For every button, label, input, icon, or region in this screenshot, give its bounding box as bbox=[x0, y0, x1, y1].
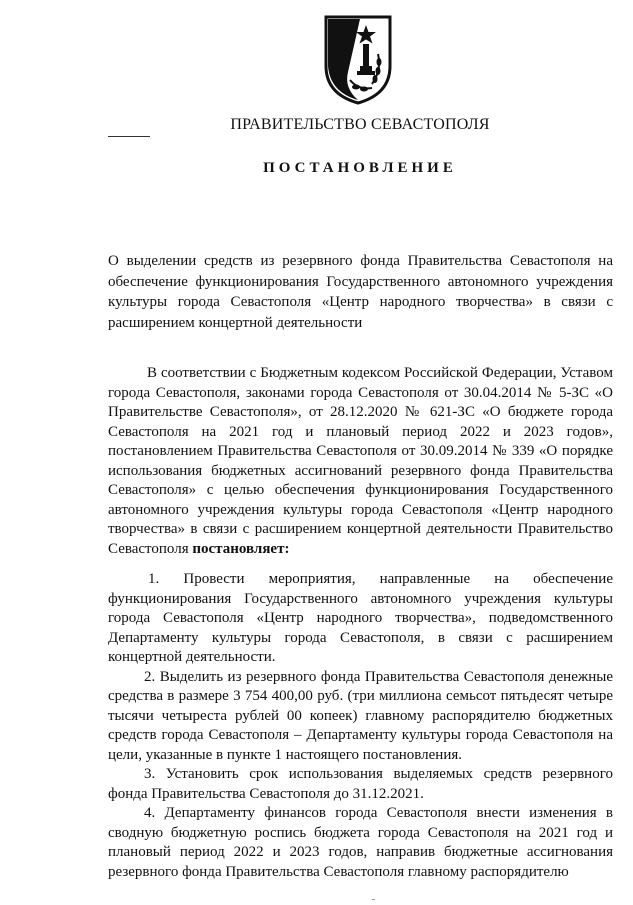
preamble-text: В соответствии с Бюджетным кодексом Российской Федерации, Уставом города Севастополя, законами города Севастополя от 30.04.2014 № 5-ЗС «О Правительстве Севастополя», от 28.12.2020 № 621-ЗС «О бюджете города Севастополя на 2021 год и плановый период 2022 и 2023 годов», постановлением Правительства Севастополя от 30.09.2014 № 339 «О порядке использования бюджетных ассигнований резервного фонда Правительства Севастополя» с целью обеспечения функционирования Государственного автономного учреждения культуры города Севастополя «Центр народного творчества» в связи с расширением концертной деятельности Правительство Севастополя bbox=[108, 365, 613, 557]
decree-item-3: 3. Установить срок использования выделяемых средств резервного фонда Правительства Севастополя до 31.12.2021. bbox=[108, 766, 613, 802]
decree-item-4: 4. Департаменту финансов города Севастополя внести изменения в сводную бюджетную роспись бюджета города Севастополя на 2021 год и плановый период 2022 и 2023 годов, направив бюджетные ассигнования резервного фонда Правительства Севастополя главному распорядителю bbox=[108, 805, 613, 880]
decree-item-2: 2. Выделить из резервного фонда Правительства Севастополя денежные средства в размере 3 754 400,00 руб. (три миллиона семьсот пятьдесят четыре тысячи четыреста рублей 00 копеек) главному распорядителю бюджетных средств города Севастополя – Департаменту культуры города Севастополя на цели, указанные в пункте 1 настоящего постановления. bbox=[108, 668, 613, 763]
decree-items bbox=[108, 570, 613, 882]
sevastopol-coat-of-arms-icon bbox=[322, 14, 394, 106]
header-rule bbox=[0, 136, 633, 137]
government-title: ПРАВИТЕЛЬСТВО СЕВАСТОПОЛЯ bbox=[230, 116, 490, 133]
document-type-title: ПОСТАНОВЛЕНИЕ bbox=[263, 160, 457, 176]
document-subject: О выделении средств из резервного фонда Правительства Севастополя на обеспечение функционирования Государственного автономного учреждения культуры города Севастополя «Центр народного творчества» в связи с расширением концертной деятельности bbox=[108, 253, 613, 331]
decree-verb: постановляет: bbox=[192, 540, 290, 557]
decree-item-1: 1. Провести мероприятия, направленные на обеспечение функционирования Государственного автономного учреждения культуры города Севастополя «Центр народного творчества», подведомственного Департаменту культуры города Севастополя, в связи с расширением концертной деятельности. bbox=[108, 571, 613, 665]
page-mark bbox=[372, 899, 375, 900]
preamble-paragraph bbox=[108, 364, 613, 559]
